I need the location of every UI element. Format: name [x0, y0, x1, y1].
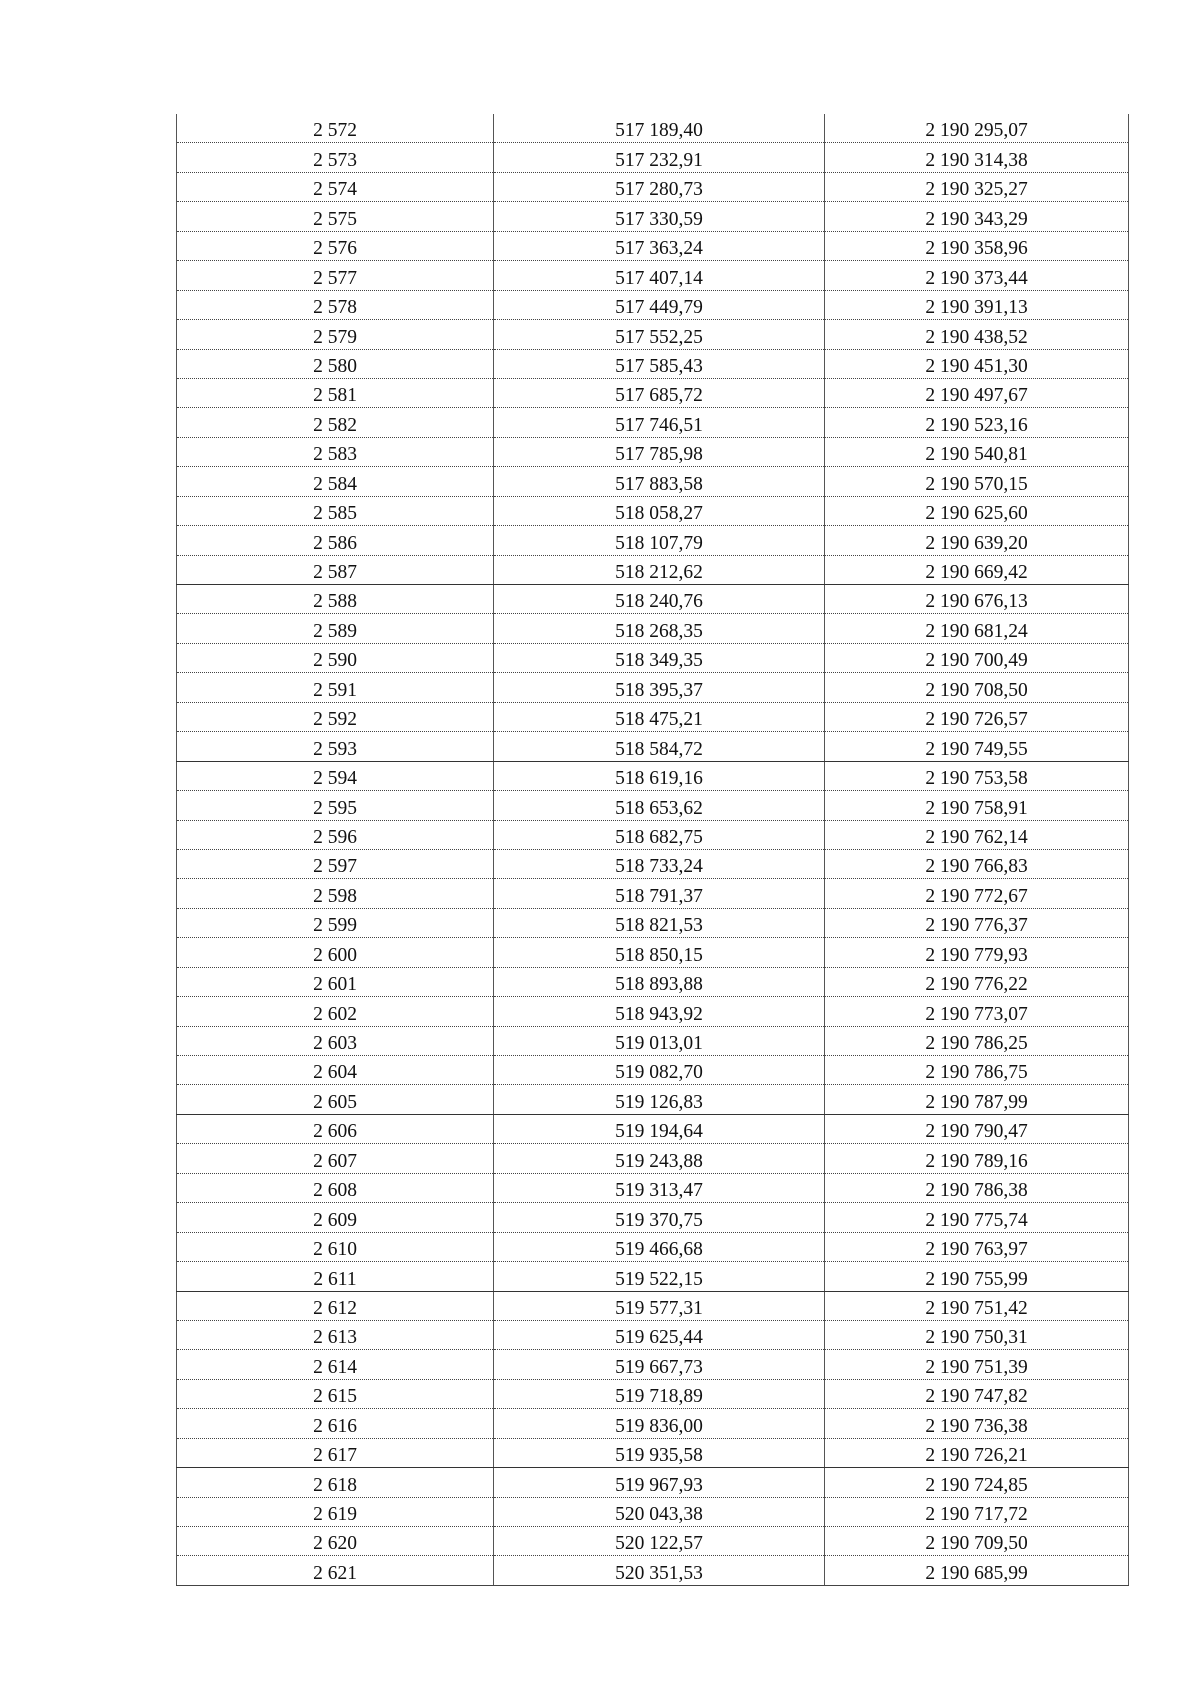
- y-coordinate-cell: 2 190 669,42: [825, 555, 1129, 584]
- coordinates-table: [176, 114, 1129, 1586]
- point-number-cell: 2 604: [177, 1056, 494, 1085]
- point-number-cell: 2 601: [177, 967, 494, 996]
- x-coordinate-cell: 517 232,91: [494, 143, 825, 172]
- x-coordinate-cell: 517 189,40: [494, 114, 825, 143]
- y-coordinate-cell: 2 190 786,38: [825, 1173, 1129, 1202]
- x-coordinate-cell: 519 194,64: [494, 1114, 825, 1143]
- point-number-cell: 2 618: [177, 1468, 494, 1497]
- x-coordinate-cell: 519 522,15: [494, 1262, 825, 1291]
- x-coordinate-cell: 519 836,00: [494, 1409, 825, 1438]
- point-number-cell: 2 581: [177, 378, 494, 407]
- point-number-cell: 2 597: [177, 849, 494, 878]
- y-coordinate-cell: 2 190 373,44: [825, 261, 1129, 290]
- table-row: [177, 761, 1129, 790]
- x-coordinate-cell: 517 330,59: [494, 202, 825, 231]
- y-coordinate-cell: 2 190 772,67: [825, 879, 1129, 908]
- x-coordinate-cell: 517 552,25: [494, 320, 825, 349]
- y-coordinate-cell: 2 190 786,75: [825, 1056, 1129, 1085]
- table-row: [177, 1409, 1129, 1438]
- y-coordinate-cell: 2 190 325,27: [825, 172, 1129, 201]
- table-row: [177, 673, 1129, 702]
- y-coordinate-cell: 2 190 789,16: [825, 1144, 1129, 1173]
- x-coordinate-cell: 519 718,89: [494, 1379, 825, 1408]
- x-coordinate-cell: 519 082,70: [494, 1056, 825, 1085]
- y-coordinate-cell: 2 190 787,99: [825, 1085, 1129, 1114]
- x-coordinate-cell: 518 619,16: [494, 761, 825, 790]
- x-coordinate-cell: 518 268,35: [494, 614, 825, 643]
- point-number-cell: 2 574: [177, 172, 494, 201]
- table-row: [177, 555, 1129, 584]
- point-number-cell: 2 591: [177, 673, 494, 702]
- y-coordinate-cell: 2 190 775,74: [825, 1203, 1129, 1232]
- point-number-cell: 2 616: [177, 1409, 494, 1438]
- y-coordinate-cell: 2 190 750,31: [825, 1320, 1129, 1349]
- x-coordinate-cell: 519 370,75: [494, 1203, 825, 1232]
- table-row: [177, 1026, 1129, 1055]
- table-row: [177, 408, 1129, 437]
- x-coordinate-cell: 518 893,88: [494, 967, 825, 996]
- y-coordinate-cell: 2 190 438,52: [825, 320, 1129, 349]
- y-coordinate-cell: 2 190 747,82: [825, 1379, 1129, 1408]
- x-coordinate-cell: 518 733,24: [494, 849, 825, 878]
- y-coordinate-cell: 2 190 776,22: [825, 967, 1129, 996]
- x-coordinate-cell: 519 243,88: [494, 1144, 825, 1173]
- point-number-cell: 2 607: [177, 1144, 494, 1173]
- y-coordinate-cell: 2 190 625,60: [825, 496, 1129, 525]
- y-coordinate-cell: 2 190 786,25: [825, 1026, 1129, 1055]
- point-number-cell: 2 611: [177, 1262, 494, 1291]
- x-coordinate-cell: 520 043,38: [494, 1497, 825, 1526]
- table-row: [177, 1350, 1129, 1379]
- y-coordinate-cell: 2 190 700,49: [825, 643, 1129, 672]
- point-number-cell: 2 584: [177, 467, 494, 496]
- table-row: [177, 732, 1129, 761]
- table-row: [177, 437, 1129, 466]
- y-coordinate-cell: 2 190 726,57: [825, 702, 1129, 731]
- table-row: [177, 378, 1129, 407]
- x-coordinate-cell: 518 395,37: [494, 673, 825, 702]
- y-coordinate-cell: 2 190 724,85: [825, 1468, 1129, 1497]
- point-number-cell: 2 585: [177, 496, 494, 525]
- y-coordinate-cell: 2 190 726,21: [825, 1438, 1129, 1467]
- point-number-cell: 2 612: [177, 1291, 494, 1320]
- table-row: [177, 585, 1129, 614]
- point-number-cell: 2 617: [177, 1438, 494, 1467]
- x-coordinate-cell: 518 850,15: [494, 938, 825, 967]
- coordinates-table-body: [177, 114, 1129, 1585]
- y-coordinate-cell: 2 190 736,38: [825, 1409, 1129, 1438]
- x-coordinate-cell: 517 785,98: [494, 437, 825, 466]
- x-coordinate-cell: 519 013,01: [494, 1026, 825, 1055]
- x-coordinate-cell: 517 280,73: [494, 172, 825, 201]
- x-coordinate-cell: 519 466,68: [494, 1232, 825, 1261]
- y-coordinate-cell: 2 190 762,14: [825, 820, 1129, 849]
- point-number-cell: 2 615: [177, 1379, 494, 1408]
- point-number-cell: 2 594: [177, 761, 494, 790]
- table-row: [177, 1320, 1129, 1349]
- x-coordinate-cell: 518 212,62: [494, 555, 825, 584]
- table-row: [177, 938, 1129, 967]
- y-coordinate-cell: 2 190 570,15: [825, 467, 1129, 496]
- y-coordinate-cell: 2 190 709,50: [825, 1527, 1129, 1556]
- y-coordinate-cell: 2 190 749,55: [825, 732, 1129, 761]
- point-number-cell: 2 599: [177, 908, 494, 937]
- table-row: [177, 967, 1129, 996]
- point-number-cell: 2 600: [177, 938, 494, 967]
- x-coordinate-cell: 517 685,72: [494, 378, 825, 407]
- table-row: [177, 1291, 1129, 1320]
- point-number-cell: 2 573: [177, 143, 494, 172]
- table-row: [177, 1438, 1129, 1467]
- x-coordinate-cell: 518 058,27: [494, 496, 825, 525]
- y-coordinate-cell: 2 190 523,16: [825, 408, 1129, 437]
- table-row: [177, 879, 1129, 908]
- table-row: [177, 1527, 1129, 1556]
- x-coordinate-cell: 517 746,51: [494, 408, 825, 437]
- y-coordinate-cell: 2 190 755,99: [825, 1262, 1129, 1291]
- y-coordinate-cell: 2 190 451,30: [825, 349, 1129, 378]
- x-coordinate-cell: 518 349,35: [494, 643, 825, 672]
- y-coordinate-cell: 2 190 790,47: [825, 1114, 1129, 1143]
- x-coordinate-cell: 519 967,93: [494, 1468, 825, 1497]
- y-coordinate-cell: 2 190 497,67: [825, 378, 1129, 407]
- table-row: [177, 320, 1129, 349]
- point-number-cell: 2 576: [177, 231, 494, 260]
- table-row: [177, 496, 1129, 525]
- y-coordinate-cell: 2 190 776,37: [825, 908, 1129, 937]
- x-coordinate-cell: 518 682,75: [494, 820, 825, 849]
- y-coordinate-cell: 2 190 751,39: [825, 1350, 1129, 1379]
- table-row: [177, 1497, 1129, 1526]
- y-coordinate-cell: 2 190 753,58: [825, 761, 1129, 790]
- point-number-cell: 2 603: [177, 1026, 494, 1055]
- y-coordinate-cell: 2 190 763,97: [825, 1232, 1129, 1261]
- point-number-cell: 2 589: [177, 614, 494, 643]
- point-number-cell: 2 614: [177, 1350, 494, 1379]
- table-row: [177, 997, 1129, 1026]
- y-coordinate-cell: 2 190 343,29: [825, 202, 1129, 231]
- point-number-cell: 2 578: [177, 290, 494, 319]
- y-coordinate-cell: 2 190 717,72: [825, 1497, 1129, 1526]
- table-row: [177, 526, 1129, 555]
- x-coordinate-cell: 518 653,62: [494, 791, 825, 820]
- y-coordinate-cell: 2 190 681,24: [825, 614, 1129, 643]
- table-row: [177, 261, 1129, 290]
- y-coordinate-cell: 2 190 685,99: [825, 1556, 1129, 1585]
- table-row: [177, 1232, 1129, 1261]
- table-row: [177, 202, 1129, 231]
- point-number-cell: 2 590: [177, 643, 494, 672]
- table-row: [177, 1114, 1129, 1143]
- x-coordinate-cell: 519 625,44: [494, 1320, 825, 1349]
- y-coordinate-cell: 2 190 391,13: [825, 290, 1129, 319]
- x-coordinate-cell: 520 122,57: [494, 1527, 825, 1556]
- y-coordinate-cell: 2 190 758,91: [825, 791, 1129, 820]
- y-coordinate-cell: 2 190 639,20: [825, 526, 1129, 555]
- table-row: [177, 1379, 1129, 1408]
- point-number-cell: 2 610: [177, 1232, 494, 1261]
- x-coordinate-cell: 520 351,53: [494, 1556, 825, 1585]
- table-row: [177, 1173, 1129, 1202]
- table-row: [177, 172, 1129, 201]
- point-number-cell: 2 595: [177, 791, 494, 820]
- y-coordinate-cell: 2 190 540,81: [825, 437, 1129, 466]
- x-coordinate-cell: 517 883,58: [494, 467, 825, 496]
- point-number-cell: 2 613: [177, 1320, 494, 1349]
- point-number-cell: 2 605: [177, 1085, 494, 1114]
- y-coordinate-cell: 2 190 295,07: [825, 114, 1129, 143]
- point-number-cell: 2 592: [177, 702, 494, 731]
- point-number-cell: 2 598: [177, 879, 494, 908]
- x-coordinate-cell: 517 363,24: [494, 231, 825, 260]
- point-number-cell: 2 582: [177, 408, 494, 437]
- table-row: [177, 614, 1129, 643]
- x-coordinate-cell: 518 791,37: [494, 879, 825, 908]
- point-number-cell: 2 588: [177, 585, 494, 614]
- point-number-cell: 2 580: [177, 349, 494, 378]
- point-number-cell: 2 602: [177, 997, 494, 1026]
- x-coordinate-cell: 518 821,53: [494, 908, 825, 937]
- table-row: [177, 1556, 1129, 1585]
- table-row: [177, 702, 1129, 731]
- point-number-cell: 2 577: [177, 261, 494, 290]
- x-coordinate-cell: 519 667,73: [494, 1350, 825, 1379]
- point-number-cell: 2 593: [177, 732, 494, 761]
- point-number-cell: 2 587: [177, 555, 494, 584]
- x-coordinate-cell: 517 585,43: [494, 349, 825, 378]
- table-row: [177, 1085, 1129, 1114]
- point-number-cell: 2 621: [177, 1556, 494, 1585]
- table-row: [177, 1262, 1129, 1291]
- table-row: [177, 349, 1129, 378]
- point-number-cell: 2 586: [177, 526, 494, 555]
- table-row: [177, 143, 1129, 172]
- point-number-cell: 2 583: [177, 437, 494, 466]
- table-row: [177, 908, 1129, 937]
- y-coordinate-cell: 2 190 751,42: [825, 1291, 1129, 1320]
- y-coordinate-cell: 2 190 708,50: [825, 673, 1129, 702]
- y-coordinate-cell: 2 190 676,13: [825, 585, 1129, 614]
- x-coordinate-cell: 518 107,79: [494, 526, 825, 555]
- x-coordinate-cell: 518 475,21: [494, 702, 825, 731]
- table-row: [177, 820, 1129, 849]
- point-number-cell: 2 619: [177, 1497, 494, 1526]
- point-number-cell: 2 575: [177, 202, 494, 231]
- table-row: [177, 1056, 1129, 1085]
- x-coordinate-cell: 519 935,58: [494, 1438, 825, 1467]
- x-coordinate-cell: 518 584,72: [494, 732, 825, 761]
- table-row: [177, 114, 1129, 143]
- point-number-cell: 2 608: [177, 1173, 494, 1202]
- x-coordinate-cell: 519 577,31: [494, 1291, 825, 1320]
- y-coordinate-cell: 2 190 358,96: [825, 231, 1129, 260]
- x-coordinate-cell: 518 943,92: [494, 997, 825, 1026]
- x-coordinate-cell: 519 126,83: [494, 1085, 825, 1114]
- table-row: [177, 849, 1129, 878]
- point-number-cell: 2 606: [177, 1114, 494, 1143]
- table-row: [177, 1468, 1129, 1497]
- x-coordinate-cell: 518 240,76: [494, 585, 825, 614]
- y-coordinate-cell: 2 190 314,38: [825, 143, 1129, 172]
- table-row: [177, 231, 1129, 260]
- table-row: [177, 467, 1129, 496]
- y-coordinate-cell: 2 190 779,93: [825, 938, 1129, 967]
- table-row: [177, 643, 1129, 672]
- table-row: [177, 791, 1129, 820]
- point-number-cell: 2 620: [177, 1527, 494, 1556]
- table-row: [177, 290, 1129, 319]
- y-coordinate-cell: 2 190 773,07: [825, 997, 1129, 1026]
- x-coordinate-cell: 517 407,14: [494, 261, 825, 290]
- table-row: [177, 1203, 1129, 1232]
- point-number-cell: 2 572: [177, 114, 494, 143]
- point-number-cell: 2 596: [177, 820, 494, 849]
- table-row: [177, 1144, 1129, 1173]
- point-number-cell: 2 609: [177, 1203, 494, 1232]
- x-coordinate-cell: 517 449,79: [494, 290, 825, 319]
- x-coordinate-cell: 519 313,47: [494, 1173, 825, 1202]
- point-number-cell: 2 579: [177, 320, 494, 349]
- y-coordinate-cell: 2 190 766,83: [825, 849, 1129, 878]
